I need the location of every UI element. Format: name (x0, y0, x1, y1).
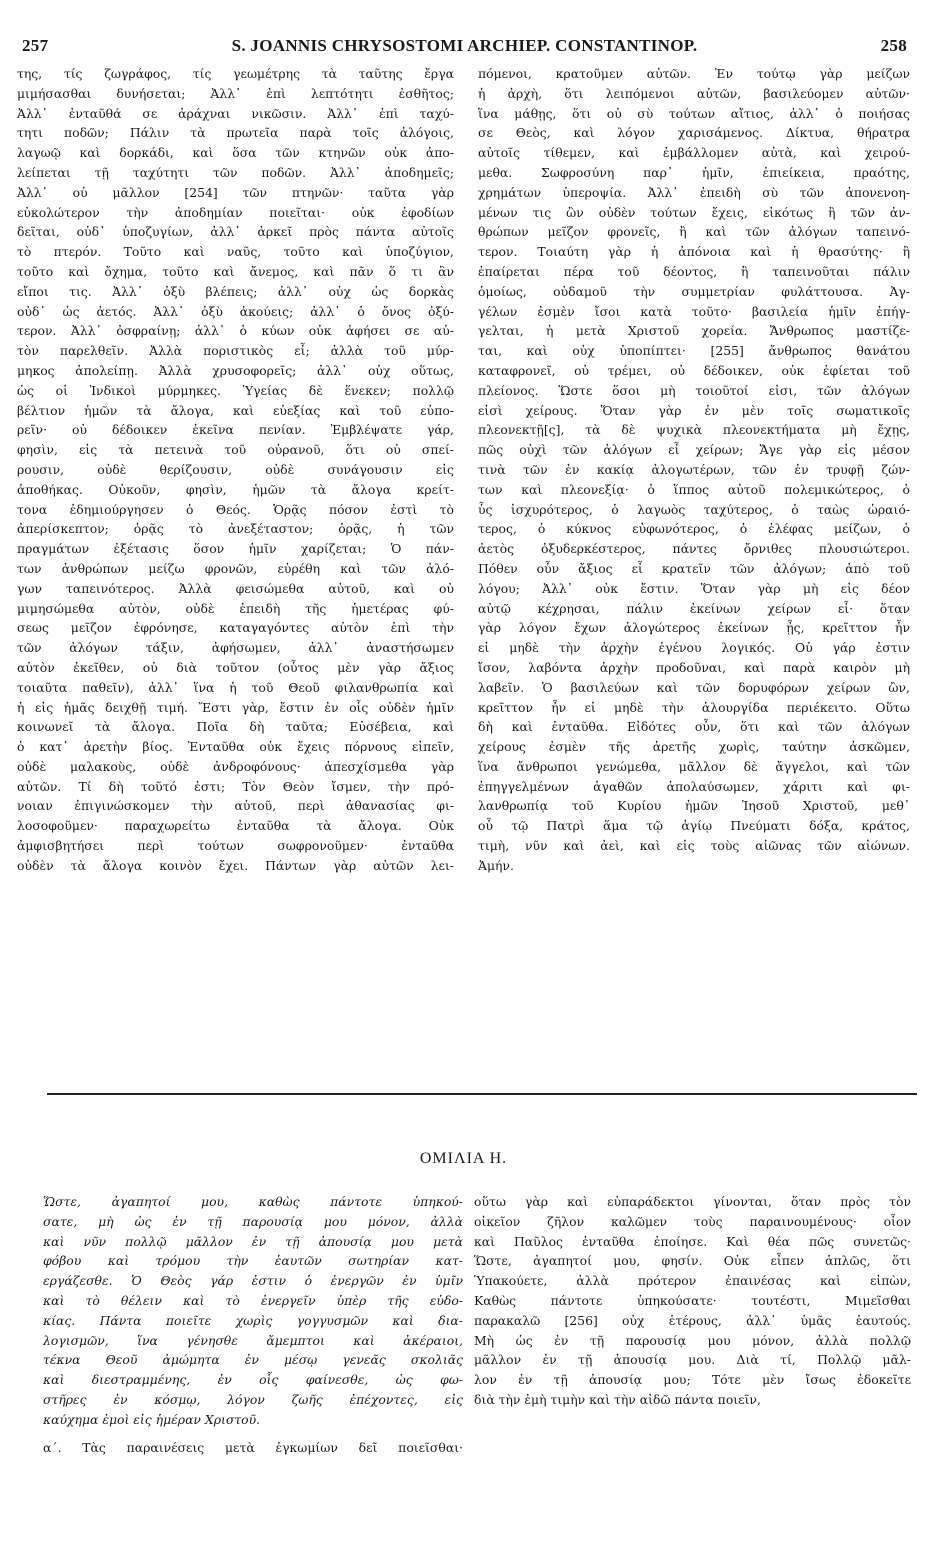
text-line: διὰ τὴν ἐμὴ τιμὴν καὶ τὴν αἰδῶ πάντα ποιεῖν, (474, 1391, 761, 1407)
text-line: τὸ πτερόν. Τοῦτο καὶ ναῦς, τοῦτο καὶ ὑποζύγιον, (17, 244, 454, 260)
text-line: ἐπαίρεται πέρα τοῦ δέοντος, ἢ ταπεινοῦται πάλιν (478, 263, 910, 279)
text-line: ἡ εἰς ἡμᾶς δειχθῇ τιμή. Ἔστι γὰρ, ἔστιν ἐν οἷς οὐδὲν ἡμῖν (17, 699, 454, 715)
text-line: στῆρες ἐν κόσμῳ, λόγον ζωῆς ἐπέχοντες, εἰς (43, 1391, 463, 1407)
text-line: δεῖται, οὐδ᾽ ὑποζυγίων, ἀλλ᾽ ἀρκεῖ πρὸς πάντα αὐτοῖς (17, 224, 454, 240)
text-line: βέλτιον ἡμῶν τὰ ἄλογα, καὶ εὐεξίας καὶ τοῦ εὐπο- (17, 402, 454, 418)
text-line: κίας. Πάντα ποιεῖτε χωρὶς γογγυσμῶν καὶ δια- (43, 1312, 463, 1328)
text-line: τὸν παρελθεῖν. Ἀλλὰ ποριστικὸς εἶ; ἀλλὰ τοῦ μύρ- (17, 343, 454, 359)
text-line: Μὴ ὡς ἐν τῇ παρουσίᾳ μου μόνον, ἀλλὰ πολλῷ (474, 1332, 911, 1348)
text-line: λαγωῷ καὶ δορκάδι, καὶ ὅσα τῶν κτηνῶν οὐκ ἀπο- (17, 145, 454, 161)
text-line: Ἀμήν. (478, 857, 514, 873)
text-line: καταφρονεῖ, οὐ τρέμει, οὐ δέδοικεν, οὐκ ἐφίεται τοῦ (478, 362, 910, 378)
text-line: φησὶν, εἰς τὰ πετεινὰ τοῦ οὐρανοῦ, ὅτι οὐ σπεί- (17, 442, 454, 458)
running-header (22, 36, 907, 60)
text-line: ρουσιν, οὐδὲ θερίζουσιν, οὐδὲ συνάγουσιν εἰς (17, 461, 454, 477)
text-line: Ἀλλ᾽ ἐνταῦθά σε ἀράχναι νικῶσιν. Ἀλλ᾽ ἐπὶ ταχύ- (17, 105, 454, 121)
text-line: χρημάτων ὑπεροψία. Ἀλλ᾽ ἐπειδὴ σὺ τῶν ἀπονενοη- (478, 184, 910, 200)
section-divider (47, 1093, 917, 1095)
text-line: Καθὼς πάντοτε ὑπηκούσατε· τουτέστι, Μιμεῖσθαι (474, 1292, 911, 1308)
homily-right-column (474, 1192, 911, 1410)
homily-left-column (43, 1192, 463, 1457)
text-line: οὕτω γὰρ καὶ εὐπαράδεκτοι γίνονται, ὅταν πρὸς τὸν (474, 1194, 911, 1209)
scripture-passage (43, 1192, 463, 1430)
text-line: πλεονεκτῇ[ς], τὰ δὲ ψυχικὰ πλεονεκτήματα μὴ ἔχῃς, (478, 422, 910, 438)
text-line: λοσοφοῦμεν· παραχωρείτω ἐνταῦθα τὰ ἄλογα. Οὐκ (17, 818, 454, 834)
text-line: ἐπηγγελμένων ἀγαθῶν ἀπολαύσωμεν, χάριτι καὶ φι- (478, 778, 910, 794)
text-line: γέλων ἐσμὲν ἴσοι κατὰ τοῦτο· βασιλεία ἡμῖν ἐπήγ- (478, 303, 910, 319)
text-line: Ὥστε, ἀγαπητοί μου, φησίν. Οὐκ εἶπεν ἁπλῶς, ὅτι (474, 1253, 911, 1269)
text-line: εἴποι τις. Ἀλλ᾽ ὀξὺ βλέπεις; ἀλλ᾽ οὐχ ὡς δορκὰς (17, 283, 454, 299)
text-line: πραγμάτων ἐξέτασις ὅσον ἡμῖν χαρίζεται; Ὁ πάν- (17, 541, 454, 557)
text-line: κοινωνεῖ τὰ ἄλογα. Ποῖα δὴ ταῦτα; Εὐσέβεια, καὶ (17, 719, 454, 735)
text-line: τοῦτο καὶ ὄχημα, τοῦτο καὶ ἄνεμος, καὶ πᾶν ὅ τι ἂν (17, 263, 454, 279)
text-line: μᾶλλον ἐν τῇ ἀπουσίᾳ μου. Διὰ τί, Πολλῷ μᾶλ- (474, 1352, 911, 1368)
text-line: οἰκεῖον ζῆλον καλῶμεν τοὺς παραινουμένους· οἷον (474, 1213, 911, 1229)
text-line: λόγου; Ἀλλ᾽ οὐκ ἔστιν. Ὅταν γὰρ μὴ εἰς δέον (478, 580, 910, 596)
left-column (17, 64, 454, 876)
text-line: ἴσον, λαβόντα ἀρχὴν προδοῦναι, καὶ παρὰ καιρὸν μὴ (478, 659, 910, 675)
text-line: των ἀνθρώπων μείζω φρονῶν, εὑρέθη καὶ τῶν ἀλό- (17, 560, 454, 576)
text-line: λον ἐν τῇ ἀπουσίᾳ μου; Τότε μὲν ἴσως ἐδοκεῖτε (474, 1372, 911, 1388)
text-line: καύχημα ἐμοὶ εἰς ἡμέραν Χριστοῦ. (43, 1411, 261, 1427)
text-line: κρεῖττον ἦν εἰ μηδὲ τὴν ἁλουργίδα περιέκειτο. Οὕτω (478, 699, 910, 715)
text-line: δὴ καὶ ἐνταῦθα. Εἰδότες οὖν, ὅτι καὶ τῶν ἀλόγων (478, 719, 910, 735)
text-line: αὐτῶν. Τί δὴ τοῦτό ἐστι; Τὸν Θεὸν ἴσμεν, τὴν πρό- (17, 778, 454, 794)
text-line: πῶς οὐχὶ τῶν ἀλόγων εἶ χείρων; Ἄγε γὰρ εἰς μέσον (478, 442, 910, 458)
running-title: S. JOANNIS CHRYSOSTOMI ARCHIEP. CONSTANTINOP. (231, 36, 698, 55)
text-line: οὗ τῷ Πατρὶ ἅμα τῷ ἁγίῳ Πνεύματι δόξα, κράτος, (478, 818, 910, 834)
text-line: οὐδὲ μαλακοὺς, οὐδὲ ἀνδροφόνους· ἀπεσχίσμεθα γὰρ (17, 758, 454, 774)
text-line: τῶν ἀλόγων τάξιν, ἀφήσωμεν, ἀλλ᾽ ἀναστήσωμεν (17, 640, 454, 656)
text-line: φόβου καὶ τρόμου τὴν ἑαυτῶν σωτηρίαν κατ- (43, 1253, 463, 1269)
text-line: οὐδ᾽ ὡς ἀετός. Ἀλλ᾽ ὀξὺ ἀκούεις; ἀλλ᾽ ὁ ὄνος ὀξύ- (17, 303, 454, 319)
text-line: εὐκολώτερον τὴν ἀποδημίαν ποιεῖται· οὐκ ἐφοδίων (17, 204, 454, 220)
text-line: Ἀλλ᾽ οὐ μᾶλλον [254] τῶν πτηνῶν· ταῦτα γὰρ (17, 184, 454, 200)
text-line: παρακαλῶ [256] οὐχ ἑτέρους, ἀλλ᾽ ὑμᾶς ἑαυτούς. (474, 1312, 911, 1328)
text-line: καὶ νῦν πολλῷ μᾶλλον ἐν τῇ ἀπουσίᾳ μου μετὰ (43, 1233, 463, 1249)
page-number-left: 257 (22, 36, 49, 55)
text-line: ἡ ἀρχὴ, ὅτι λειπόμενοι αὐτῶν, βασιλεύομεν αὐτῶν· (478, 85, 910, 101)
text-line: εργάζεσθε. Ὁ Θεὸς γάρ ἐστιν ὁ ἐνεργῶν ἐν ὑμῖν (43, 1273, 463, 1289)
text-line: πλείονος. Ὥστε ὅσοι μὴ τοιοῦτοί εἰσι, τῶν ἀλόγων (478, 382, 910, 398)
text-line: μιμήσασθαι δυνήσεται; Ἀλλ᾽ ἐπὶ λεπτότητι ἐσθῆτος; (17, 85, 454, 101)
text-line: ὁ κατ᾽ ἀρετὴν βίος. Ἐνταῦθα οὐκ ἔχεις πόρνους εἰπεῖν, (17, 739, 454, 755)
text-line: Πόθεν οὖν ἄξιος εἶ κρατεῖν τῶν ἀλόγων; ἀπὸ τοῦ (478, 560, 910, 576)
text-line: τοιαῦτα παθεῖν), ἀλλ᾽ ἵνα ἡ τοῦ Θεοῦ φιλανθρωπία καὶ (17, 679, 454, 695)
text-line: εἰ μηδὲ τὴν ἀρχὴν ἐγένου λογικός. Οὐ γάρ ἐστιν (478, 640, 910, 656)
text-line: σε Θεὸς, καὶ λόγον χαρισάμενος. Δίκτυα, θήρατρα (478, 125, 910, 141)
text-line: καὶ διεστραμμένης, ἐν οἷς φαίνεσθε, ὡς φω- (43, 1372, 463, 1388)
text-line: ὗς ἰσχυρότερος, ὁ λαγωὸς ταχύτερος, ὁ ταὼς ὡραιό- (478, 501, 910, 517)
text-line: τερος, ὁ κύκνος εὐφωνότερος, ὁ ἐλέφας μείζων, ὁ (478, 521, 910, 537)
text-line: τέκνα Θεοῦ ἀμώμητα ἐν μέσῳ γενεᾶς σκολιᾶς (43, 1352, 463, 1368)
text-line: αὐτὸν ἐκεῖθεν, οὐ διὰ τοῦτον (οὗτος μὲν γὰρ ἄξιος (17, 659, 454, 675)
text-line: ὡς οἱ Ἰνδικοὶ μύρμηκες. Ὑγείας δὲ ἕνεκεν; πολλῷ (17, 382, 454, 398)
text-line: ἵνα ἄνθρωποι γενώμεθα, μᾶλλον δὲ ἄγγελοι, καὶ τῶν (478, 758, 910, 774)
text-line: τονα ἐδημιούργησεν ὁ Θεός. Ὁρᾷς πόσον ἐστὶ τὸ (17, 501, 454, 517)
text-line: οὐδὲν τὰ ἄλογα κοινὸν ἔχει. Πάντων γὰρ αὐτῶν λει- (17, 857, 454, 873)
text-line: ἀμφισβητήσει περὶ τούτων σωφρονοῦμεν· ἐνταῦθα (17, 838, 454, 854)
text-line: ἀπερίσκεπτον; ὁρᾷς τὸ ἀνεξέταστον; ὁρᾷς, ἡ τῶν (17, 521, 454, 537)
text-line: σεως μεῖζον ἐφρόνησε, καταγαγόντες αὐτὸν ἐπὶ τὴν (17, 620, 454, 636)
text-line: τινὰ τῶν ἐν κακίᾳ ἀλογωτέρων, τῶν ἐν τρυφῇ ζών- (478, 461, 910, 477)
text-line: των καὶ πλεονεξίᾳ· ὁ ἵππος αὐτοῦ πολεμικώτερος, ὁ (478, 481, 910, 497)
text-line: ἵνα μάθῃς, ὅτι οὐ σὺ τούτων αἴτιος, ἀλλ᾽ ὁ ποιήσας (478, 105, 910, 121)
text-line: μένων τις ὢν οὐδὲν τούτων ἔχεις, εἰκότως ἢ τῶν ἀν- (478, 204, 910, 220)
text-line: καὶ Παῦλος ἐνταῦθα ἐποίησε. Καὶ θέα πῶς συνετῶς· (474, 1233, 911, 1249)
right-column (478, 64, 910, 876)
text-line: μιμησώμεθα αὐτὸν, οὐδὲ ἐπειδὴ τῆς ἡμετέρας φύ- (17, 600, 454, 616)
text-line: λανθρωπίᾳ τοῦ Κυρίου ἡμῶν Ἰησοῦ Χριστοῦ, μεθ᾽ (478, 798, 910, 814)
text-line: τιμὴ, νῦν καὶ ἀεὶ, καὶ εἰς τοὺς αἰῶνας τῶν αἰώνων. (478, 838, 910, 854)
text-line: ὁμοίως, οὐδαμοῦ τὴν συμμετρίαν φυλάττουσα. Ἀγ- (478, 283, 910, 299)
paragraph-start: α΄. Τὰς παραινέσεις μετὰ ἐγκωμίων δεῖ ποιεῖσθαι· (43, 1439, 463, 1455)
text-line: λείπεται τῇ ταχύτητι τῶν ποδῶν. Ἀλλ᾽ ἀποδημεῖς; (17, 164, 454, 180)
text-line: λαβεῖν. Ὁ βασιλεύων καὶ τῶν δορυφόρων χείρων ὢν, (478, 679, 910, 695)
text-line: ἀποθήκας. Οὐκοῦν, φησὶν, ἡμῶν τὰ ἄλογα κρείτ- (17, 481, 454, 497)
text-line: τητι ποδῶν; Πάλιν τὰ πρωτεῖα παρὰ τοῖς ἀλόγοις, (17, 125, 454, 141)
text-line: τερον. Ἀλλ᾽ ὀσφραίνῃ; ἀλλ᾽ ὁ κύων οὐκ ἀφήσει σε αὐ- (17, 323, 454, 339)
text-line: εἰσὶ χείρους. Ὅταν γὰρ ἐν μὲν τοῖς σωματικοῖς (478, 402, 910, 418)
text-line: αὐτῷ κέχρησαι, πάλιν ἐκείνων χείρων εἶ· ὅταν (478, 600, 910, 616)
text-line: λογισμῶν, ἵνα γένησθε ἄμεμπτοι καὶ ἀκέραιοι, (43, 1332, 463, 1348)
text-line: γὰρ λόγον ἔχων ἀλογώτερος ἐκείνων ᾖς, κρεῖττον ἦν (478, 620, 910, 636)
text-line: νοιαν ἐπιγινώσκομεν τὴν αὐτοῦ, περὶ ἀθανασίας φι- (17, 798, 454, 814)
text-line: ἀετὸς ὀξυδερκέστερος, πάντες ὄρνιθες πλουσιώτεροι. (478, 541, 910, 557)
text-line: τερον. Τοιαύτη γὰρ ἡ ἀπόνοια καὶ ἡ θρασύτης· ἢ (478, 244, 910, 260)
text-line: της, τίς ζωγράφος, τίς γεωμέτρης τὰ ταῦτης ἔργα (17, 66, 454, 81)
text-line: μεθα. Σωφροσύνη παρ᾽ ἡμῖν, ἐπιείκεια, πραότης, (478, 164, 910, 180)
text-line: σατε, μὴ ὡς ἐν τῇ παρουσίᾳ μου μόνον, ἀλλὰ (43, 1213, 463, 1229)
text-line: γων ταπεινότερος. Ἀλλὰ φεισώμεθα αὐτοῦ, καὶ οὐ (17, 580, 454, 596)
text-line: γελται, ἡ μετὰ Χριστοῦ χορεία. Ἄνθρωπος μαστίζε- (478, 323, 910, 339)
text-line: Ὥστε, ἀγαπητοί μου, καθὼς πάντοτε ὑπηκού- (43, 1194, 463, 1209)
text-line: μηκος ἀπολείπῃ. Ἀλλὰ χρυσοφορεῖς; ἀλλ᾽ οὐχ οὕτως, (17, 362, 454, 378)
homily-title: ΟΜΙΛΙΑ Η. (419, 1150, 508, 1167)
text-line: πόμενοι, κρατοῦμεν αὐτῶν. Ἐν τούτῳ γὰρ μείζων (478, 66, 910, 81)
text-line: χείρους ἐσμὲν τῆς ἀρετῆς χωρὶς, ταύτην ἀσκῶμεν, (478, 739, 910, 755)
text-line: Ὑπακούετε, ἀλλὰ πρότερον ἐπαινέσας καὶ εἰπὼν, (474, 1273, 911, 1289)
text-line: ρεῖν· οὐ δέδοικεν ἐκεῖνα πενίαν. Ἐμβλέψατε γάρ, (17, 422, 454, 438)
page-number-right: 258 (880, 36, 907, 55)
text-line: ται, καὶ οὐχ ὑποπίπτει· [255] ἄνθρωπος θανάτου (478, 343, 910, 359)
text-line: θρώπων μεῖζον φρονεῖς, ἢ καὶ τῶν ἀλόγων ταπεινό- (478, 224, 910, 240)
text-line: αὐτοῖς τίθεμεν, καὶ ἐμβάλλομεν αὐτὰ, καὶ χειρού- (478, 145, 910, 161)
text-line: καὶ τὸ θέλειν καὶ τὸ ἐνεργεῖν ὑπὲρ τῆς εὐδο- (43, 1292, 463, 1308)
